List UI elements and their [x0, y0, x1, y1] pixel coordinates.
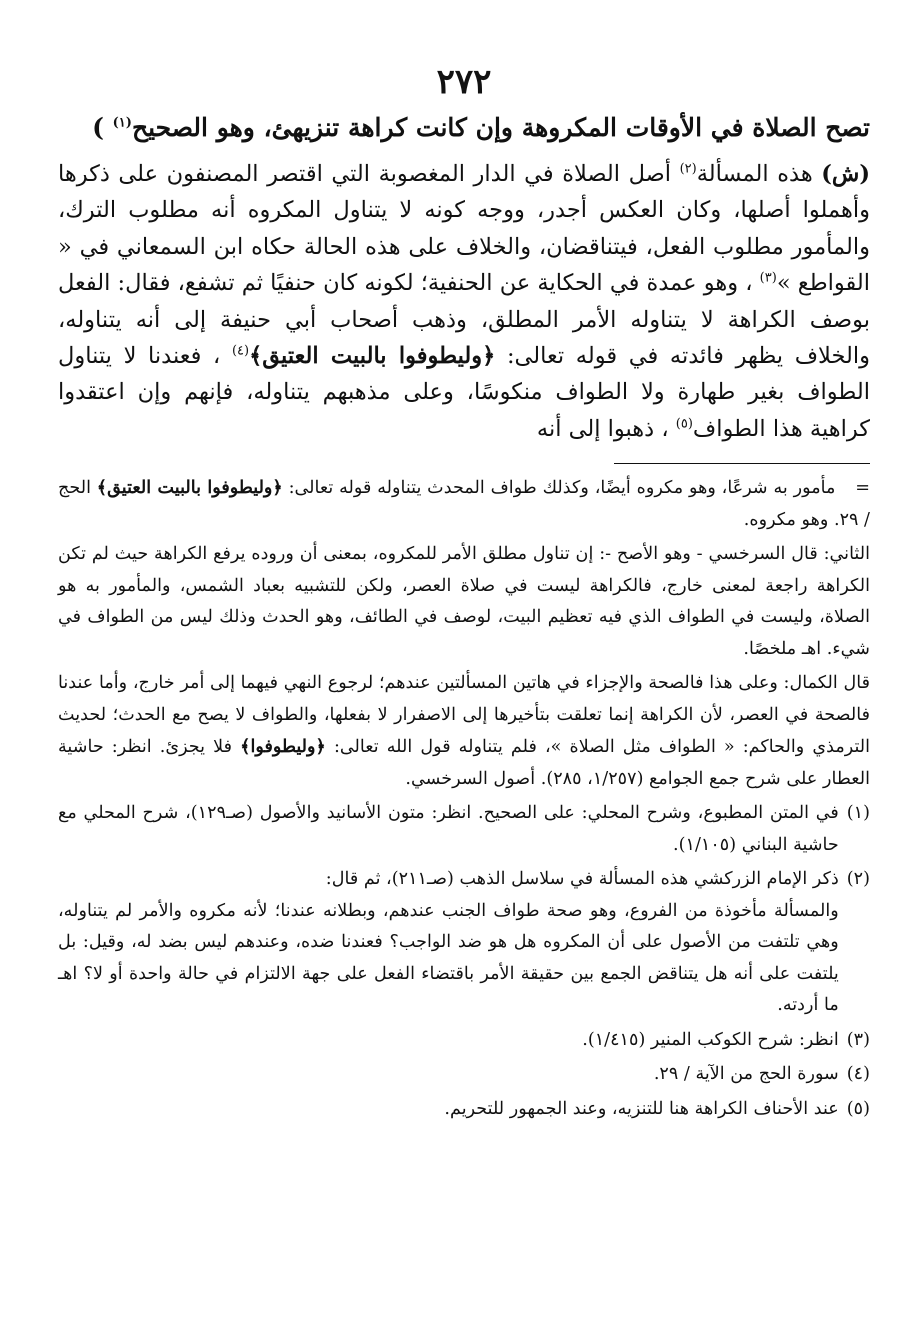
footnote-number: (٣): [846, 1029, 870, 1050]
footnote-number: (٤): [846, 1064, 870, 1085]
matn-heading: [58, 108, 870, 148]
footnote-line: عند الأحناف الكراهة هنا للتنزيه، وعند الجمهور للتحريم.: [444, 1098, 839, 1119]
paragraph-kamal-text-2: فلا يجزئ. انظر: حاشية العطار على شرح جمع الجوامع (١/٢٥٧، ٢٨٥). أصول السرخسي.: [58, 737, 870, 789]
commentary-paragraph: [58, 156, 870, 447]
footnote-body: [58, 1025, 839, 1057]
footnote-body: [58, 798, 839, 861]
footnote-body: [58, 1094, 839, 1126]
commentary-text-2: أصل الصلاة في الدار المغصوبة التي اقتصر المصنفون على ذكرها وأهملوا أصلها، وكان العكس أجدر، ووجه كونه لا يتناول المكروه أنه مطلوب الترك، والمأمور مطلوب الفعل، فيتناقضان، والخلاف على هذه الحالة حكاه ابن السمعاني في « القواطع »: [58, 161, 870, 297]
footnote-3: [58, 1025, 870, 1057]
footnote-number: (١): [846, 803, 870, 824]
note-ref-3[interactable]: (٣): [759, 270, 777, 286]
paragraph-kamal-verse: ﴿وليطوفوا﴾: [240, 736, 326, 758]
footnote-body: [58, 864, 839, 1022]
footnote-paragraph-thani: [58, 539, 870, 665]
quran-verse: ﴿وليطوفوا بالبيت العتيق﴾: [249, 343, 496, 370]
footnote-line: سورة الحج من الآية / ٢٩.: [653, 1064, 839, 1085]
continuation-line: [58, 472, 870, 536]
heading-note-ref[interactable]: (١): [112, 115, 132, 131]
footnote-body: [58, 1059, 839, 1091]
commentary-text-3: ، وهو عمدة في الحكاية عن الحنفية؛ لكونه كان حنفيًا ثم تشفع، فقال: الفعل بوصف الكراهة لا يتناوله الأمر المطلق، وذهب أصحاب أبي حنيفة إلى أنه يتناوله، والخلاف يظهر فائدته في قوله تعالى:: [58, 270, 870, 370]
footnote-1: [58, 798, 870, 861]
continuation-verse: ﴿وليطوفوا بالبيت العتيق﴾: [96, 477, 283, 499]
footnote-line: ذكر الإمام الزركشي هذه المسألة في سلاسل الذهب (صـ٢١١)، ثم قال:: [325, 869, 839, 890]
continuation-text-2: الحج / ٢٩. وهو مكروه.: [58, 478, 870, 530]
continuation-text-1: مأمور به شرعًا، وهو مكروه أيضًا، وكذلك طواف المحدث يتناوله قوله تعالى:: [288, 478, 836, 499]
heading-close: ): [92, 113, 104, 142]
footnote-number: (٥): [846, 1098, 870, 1119]
footnotes-section: [58, 472, 870, 1125]
heading-text: تصح الصلاة في الأوقات المكروهة وإن كانت كراهة تنزيهئ، وهو الصحيح: [131, 113, 870, 142]
page-number: ٢٧٢: [436, 62, 492, 102]
paragraph-kamal-text-1: قال الكمال: وعلى هذا فالصحة والإجزاء في هاتين المسألتين عندهم؛ لرجوع النهي فيهما إلى أمر خارج، وأما عندنا فالصحة في العصر، لأن الكراهة إنما تعلقت بتأخيرها إلى الاصفرار لا بفعلها، والطواف لا يصح مع الحدث؛ لحديث الترمذي والحاكم: « الطواف مثل الصلاة »، فلم يتناوله قول الله تعالى:: [58, 673, 871, 758]
book-page: [58, 62, 870, 1312]
commentary-text-1: هذه المسألة: [696, 161, 813, 187]
commentary-text-4: ، فعندنا لا يتناول الطواف بغير طهارة ولا الطواف منكوسًا، وعلى مذهبهم يتناوله، فإنهم وإن اعتقدوا كراهية هذا الطواف: [58, 343, 870, 442]
note-ref-4[interactable]: (٤): [231, 343, 250, 359]
footnote-line: والمسألة مأخوذة من الفروع، وهو صحة طواف الجنب عندهم، وبطلانه عندنا؛ لأنه مكروه والأمر لم يتناوله، وهي تلتفت من الأصول على أن المكروه هل هو ضد الواجب؟ فعندنا ضده، وعندهم ليس بضد له، وقيل: بل يلتفت على أنه هل يتناقض الجمع بين حقيقة الأمر باقتضاء الفعل على جهة الالتزام في حالة واحدة أو لا؟ اهـ ما أردته.: [58, 900, 839, 1016]
paragraph-thani-text: الثاني: قال السرخسي - وهو الأصح -: إن تناول مطلق الأمر للمكروه، بمعنى أن وروده يرفع الكراهة حيث لم تكن الكراهة راجعة لمعنى خارج، فالكراهة ليست في صلاة العصر، ولكن للتشبيه بعباد الشمس، والمأمور به هو الصلاة، وليست في الطواف الذي فيه تعظيم البيت، لوصف في الطائف، وهو الحدث وذلك ليس من الطواف في شيء. اهـ ملخصًا.: [58, 544, 870, 659]
footnote-line: انظر: شرح الكوكب المنير (١/٤١٥).: [582, 1029, 839, 1050]
footnote-line: في المتن المطبوع، وشرح المحلي: على الصحيح. انظر: متون الأسانيد والأصول (صـ١٢٩)، شرح المحلي مع حاشية البناني (١/١٠٥).: [58, 803, 839, 855]
continuation-mark: =: [855, 478, 871, 499]
footnote-2: [58, 864, 870, 1022]
commentary-text-5: ، ذهبوا إلى أنه: [536, 415, 669, 442]
footnote-divider: [614, 463, 870, 464]
note-ref-5[interactable]: (٥): [675, 416, 693, 432]
sharh-label: (ش): [821, 161, 871, 187]
footnote-paragraph-kamal: [58, 668, 870, 795]
footnote-4: [58, 1059, 870, 1091]
note-ref-2[interactable]: (٢): [679, 161, 697, 177]
footnote-number: (٢): [846, 869, 870, 890]
paragraph-kamal: [58, 668, 870, 795]
footnote-continuation: [58, 472, 870, 536]
footnote-5: [58, 1094, 870, 1126]
